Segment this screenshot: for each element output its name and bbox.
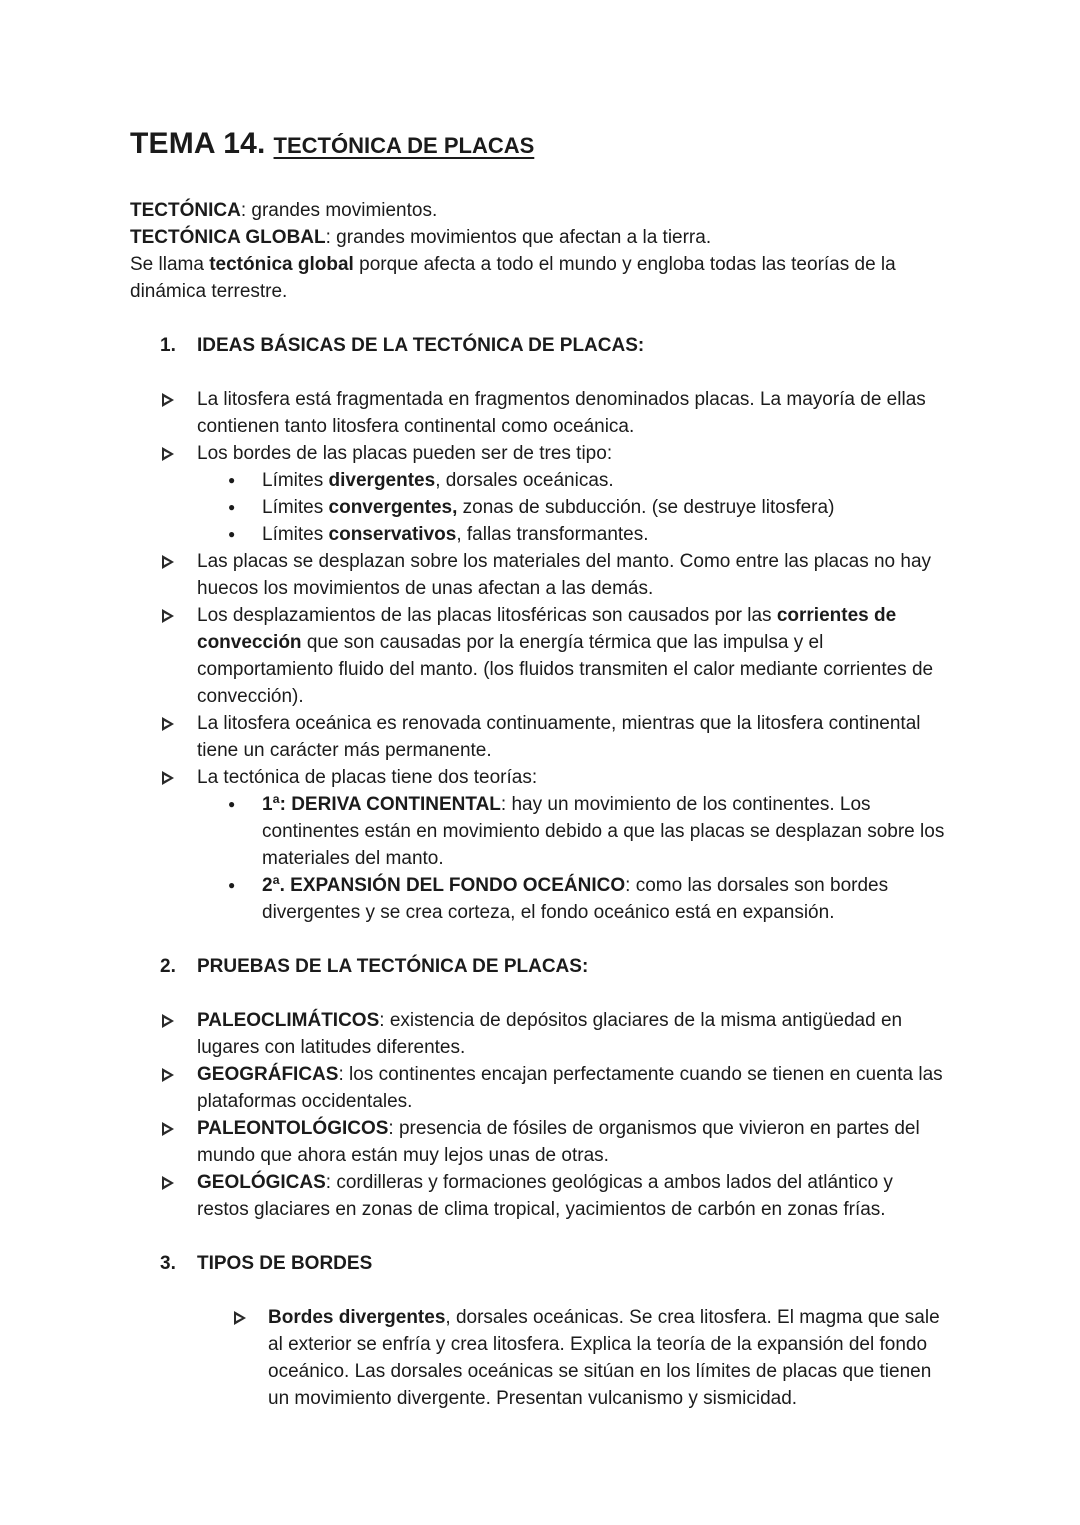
- bullet-paleontologicos: [160, 1115, 947, 1169]
- text-content: PALEONTOLÓGICOS: presencia de fósiles de organismos que vivieron en partes del mundo que ahora están muy lejos unas de otras.: [197, 1118, 920, 1166]
- intro-line-3: [130, 251, 947, 305]
- arrow-bullet-icon: [160, 1169, 197, 1196]
- text-content: TECTÓNICA GLOBAL: grandes movimientos que afectan a la tierra.: [130, 227, 712, 248]
- bullet-paleoclimaticos: [160, 1007, 947, 1061]
- section-heading-1: [160, 332, 947, 359]
- arrow-bullet-icon: [232, 1304, 268, 1331]
- arrow-bullet-icon: [160, 1007, 197, 1034]
- text-content: GEOLÓGICAS: cordilleras y formaciones geológicas a ambos lados del atlántico y restos glaciares en zonas de clima tropical, yacimientos de carbón en zonas frías.: [197, 1172, 893, 1220]
- section-number: 1.: [160, 335, 176, 356]
- text-content: 2ª. EXPANSIÓN DEL FONDO OCEÁNICO: como las dorsales son bordes divergentes y se crea corteza, el fondo oceánico está en expansión.: [262, 875, 889, 923]
- section-number: 3.: [160, 1253, 176, 1274]
- arrow-bullet-icon: [160, 440, 197, 467]
- bullet-dos-teorias: [160, 764, 947, 791]
- text-content: Los desplazamientos de las placas litosféricas son causados por las corrientes de convección que son causadas por la energía térmica que las impulsa y el comportamiento fluido del manto. (los fluidos transmiten el calor mediante corrientes de convección).: [197, 605, 934, 707]
- section-number: 2.: [160, 956, 176, 977]
- text-content: PRUEBAS DE LA TECTÓNICA DE PLACAS:: [197, 956, 589, 977]
- text-content: TECTÓNICA: grandes movimientos.: [130, 200, 438, 221]
- text-content: GEOGRÁFICAS: los continentes encajan perfectamente cuando se tienen en cuenta las plataformas occidentales.: [197, 1064, 943, 1112]
- bullet-geograficas: [160, 1061, 947, 1115]
- subbullet-expansion-fondo-oceanico: [228, 872, 947, 926]
- arrow-bullet-icon: [160, 1115, 197, 1142]
- arrow-bullet-icon: [160, 602, 197, 629]
- bullet-placas-desplazan: [160, 548, 947, 602]
- text-content: Los bordes de las placas pueden ser de tres tipo:: [197, 443, 613, 464]
- dot-bullet-icon: ●: [228, 527, 236, 541]
- text-content: La litosfera está fragmentada en fragmentos denominados placas. La mayoría de ellas contienen tanto litosfera continental como oceánica.: [197, 389, 926, 437]
- bullet-corrientes-conveccion: [160, 602, 947, 710]
- text-content: 1ª: DERIVA CONTINENTAL: hay un movimiento de los continentes. Los continentes están en movimiento debido a que las placas se desplazan sobre los materiales del manto.: [262, 794, 945, 869]
- section-heading-3: [160, 1250, 947, 1277]
- text-content: La tectónica de placas tiene dos teorías:: [197, 767, 538, 788]
- bullet-geologicas: [160, 1169, 947, 1223]
- page-title-subject: TECTÓNICA DE PLACAS: [273, 133, 535, 158]
- dot-bullet-icon: ●: [228, 473, 236, 487]
- text-content: Límites convergentes, zonas de subducción. (se destruye litosfera): [262, 497, 835, 518]
- page-title: [130, 128, 947, 159]
- bullet-litosfera-fragmentada: [160, 386, 947, 440]
- text-content: Límites divergentes, dorsales oceánicas.: [262, 470, 614, 491]
- dot-bullet-icon: ●: [228, 878, 236, 892]
- text-content: PALEOCLIMÁTICOS: existencia de depósitos glaciares de la misma antigüedad en lugares con latitudes diferentes.: [197, 1010, 903, 1058]
- subbullet-deriva-continental: [228, 791, 947, 872]
- subbullet-limites-divergentes: [228, 467, 947, 494]
- text-content: Límites conservativos, fallas transformantes.: [262, 524, 649, 545]
- intro-line-1: [130, 197, 947, 224]
- arrow-bullet-icon: [160, 386, 197, 413]
- dot-bullet-icon: ●: [228, 500, 236, 514]
- text-content: Las placas se desplazan sobre los materiales del manto. Como entre las placas no hay huecos los movimientos de unas afectan a las demás.: [197, 551, 932, 599]
- arrow-bullet-icon: [160, 710, 197, 737]
- arrow-bullet-icon: [160, 764, 197, 791]
- subbullet-limites-convergentes: [228, 494, 947, 521]
- subbullet-limites-conservativos: [228, 521, 947, 548]
- document-body: [130, 197, 947, 1412]
- bullet-litosfera-renovada: [160, 710, 947, 764]
- arrow-bullet-icon: [160, 548, 197, 575]
- text-content: Bordes divergentes, dorsales oceánicas. Se crea litosfera. El magma que sale al exterior se enfría y crea litosfera. Explica la teoría de la expansión del fondo oceánico. Las dorsales oceánicas se sitúan en los límites de placas que tienen un movimiento divergente. Presentan vulcanismo y sismicidad.: [268, 1307, 940, 1409]
- text-content: IDEAS BÁSICAS DE LA TECTÓNICA DE PLACAS:: [197, 335, 645, 356]
- text-content: La litosfera oceánica es renovada continuamente, mientras que la litosfera continental tiene un carácter más permanente.: [197, 713, 921, 761]
- page-title-number: TEMA 14.: [130, 127, 266, 160]
- bullet-bordes-tres-tipos: [160, 440, 947, 467]
- text-content: Se llama tectónica global porque afecta a todo el mundo y engloba todas las teorías de la dinámica terrestre.: [130, 254, 896, 302]
- intro-line-2: [130, 224, 947, 251]
- bullet-bordes-divergentes: [232, 1304, 947, 1412]
- arrow-bullet-icon: [160, 1061, 197, 1088]
- section-heading-2: [160, 953, 947, 980]
- text-content: TIPOS DE BORDES: [197, 1253, 373, 1274]
- dot-bullet-icon: ●: [228, 797, 236, 811]
